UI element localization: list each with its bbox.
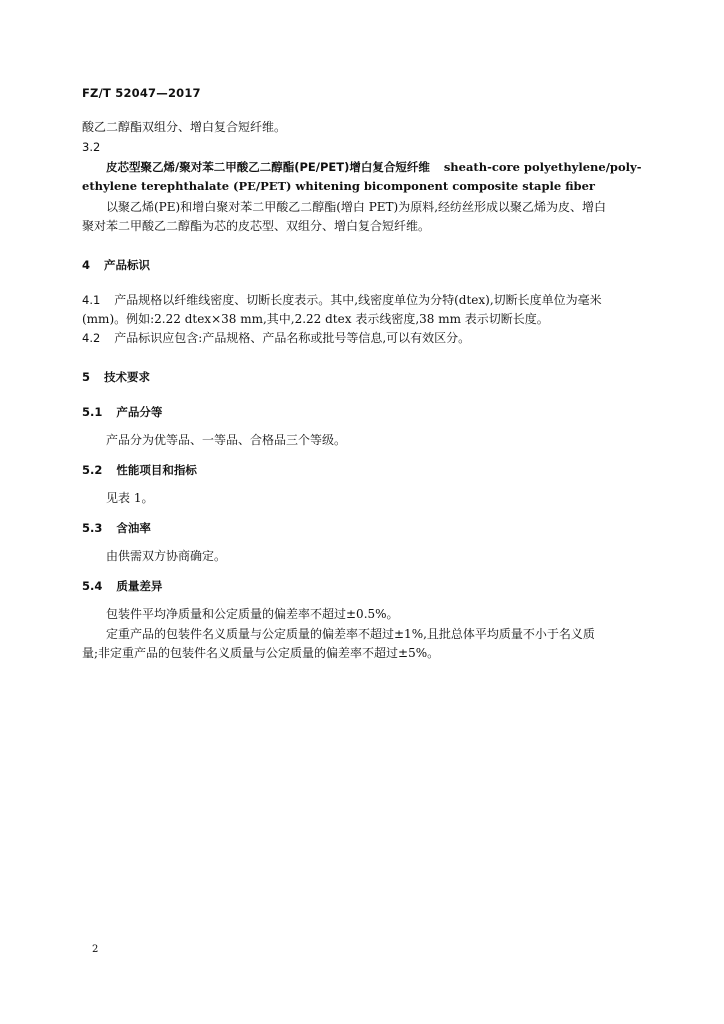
clause-5-2-number: 5.2 [82, 463, 103, 477]
clause-4-2-text: 产品标识应包含:产品规格、产品名称或批号等信息,可以有效区分。 [114, 331, 471, 345]
clause-5-2-title: 性能项目和指标 [116, 463, 197, 477]
clause-5-3-title: 含油率 [116, 521, 151, 535]
clause-4-1-line-1 [82, 292, 602, 308]
clause-5-3-text: 由供需双方协商确定。 [106, 549, 227, 563]
section-4-number: 4 [82, 258, 91, 272]
clause-4-1-number: 4.1 [82, 293, 101, 307]
clause-5-4-heading [82, 578, 162, 594]
term-en-line-1: sheath-core polyethylene/poly- [443, 160, 642, 174]
clause-5-3-heading [82, 520, 151, 536]
clause-5-4-title: 质量差异 [116, 579, 163, 593]
clause-5-3-number: 5.3 [82, 521, 103, 535]
clause-5-4-number: 5.4 [82, 579, 103, 593]
term-en-line-2: ethylene terephthalate (PE/PET) whitening bicomponent composite staple fiber [82, 179, 595, 193]
clause-5-1-heading [82, 404, 162, 420]
clause-5-1-number: 5.1 [82, 405, 103, 419]
clause-5-1-title: 产品分等 [116, 405, 163, 419]
clause-4-2 [82, 330, 470, 346]
section-4-heading [82, 257, 150, 273]
clause-5-2-heading [82, 462, 197, 478]
page-number: 2 [92, 944, 99, 955]
section-5-number: 5 [82, 370, 91, 384]
clause-3-2-number: 3.2 [82, 140, 101, 154]
clause-5-4-paragraph-2-line-2: 量;非定重产品的包装件名义质量与公定质量的偏差率不超过±5%。 [82, 646, 440, 660]
clause-4-1-text-1: 产品规格以纤维线密度、切断长度表示。其中,线密度单位为分特(dtex),切断长度单位为毫米 [114, 293, 602, 307]
clause-5-2-text: 见表 1。 [106, 491, 154, 505]
section-5-heading [82, 369, 150, 385]
section-4-title: 产品标识 [104, 258, 151, 272]
clause-4-2-number: 4.2 [82, 331, 101, 345]
clause-4-1-line-2: (mm)。例如:2.22 dtex×38 mm,其中,2.22 dtex 表示线密度,38 mm 表示切断长度。 [82, 312, 549, 326]
clause-5-4-paragraph-1: 包装件平均净质量和公定质量的偏差率不超过±0.5%。 [106, 607, 399, 621]
clause-3-2-definition-line-2: 聚对苯二甲酸乙二醇酯为芯的皮芯型、双组分、增白复合短纤维。 [82, 219, 431, 233]
clause-3-2-term [106, 159, 641, 175]
section-5-title: 技术要求 [104, 370, 151, 384]
term-zh: 皮芯型聚乙烯/聚对苯二甲酸乙二醇酯(PE/PET)增白复合短纤维 [106, 160, 430, 174]
continuation-line: 酸乙二醇酯双组分、增白复合短纤维。 [82, 120, 287, 134]
clause-5-1-text: 产品分为优等品、一等品、合格品三个等级。 [106, 433, 347, 447]
clause-3-2-definition-line-1: 以聚乙烯(PE)和增白聚对苯二甲酸乙二醇酯(增白 PET)为原料,经纺丝形成以聚乙烯为皮、增白 [106, 200, 607, 214]
standard-id: FZ/T 52047—2017 [82, 86, 201, 100]
clause-5-4-paragraph-2-line-1: 定重产品的包装件名义质量与公定质量的偏差率不超过±1%,且批总体平均质量不小于名义质 [106, 627, 595, 641]
